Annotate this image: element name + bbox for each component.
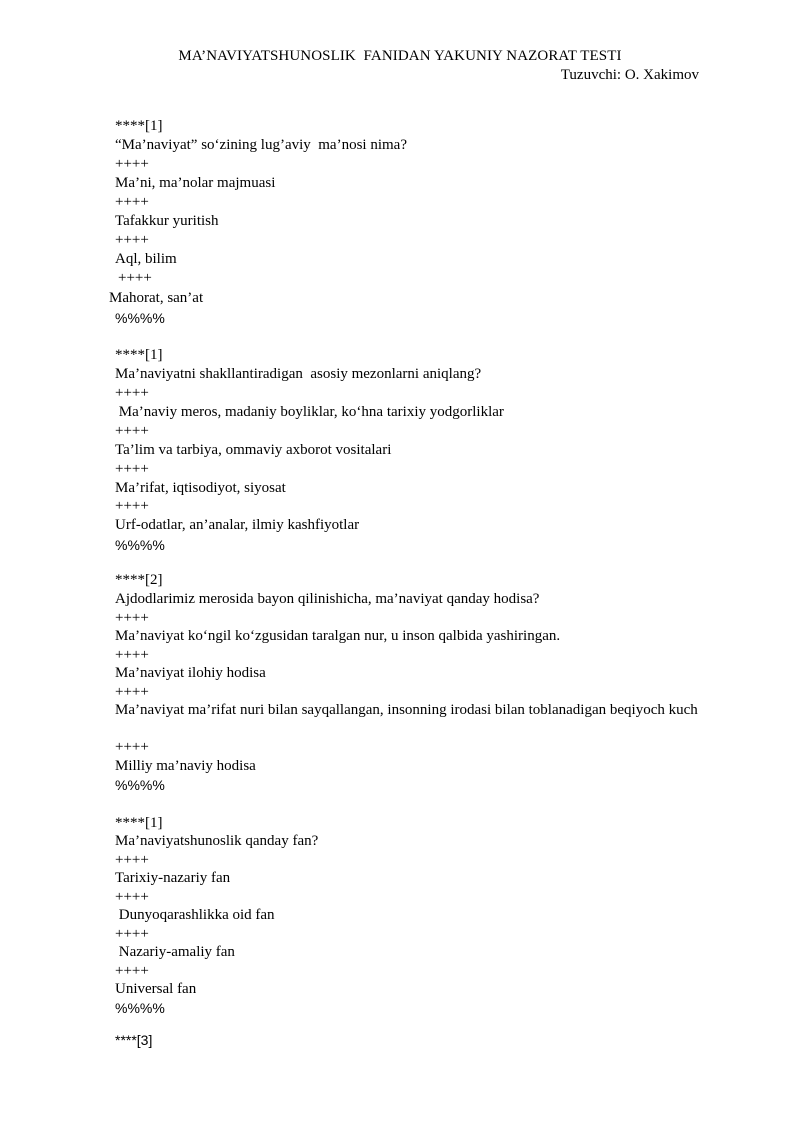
option-separator: ++++: [115, 926, 149, 942]
answer-option: Nazariy-amaliy fan: [115, 944, 235, 960]
question-text: Ma’naviyatshunoslik qanday fan?: [115, 833, 319, 849]
option-separator: ++++: [118, 270, 152, 286]
document-title: MA’NAVIYATSHUNOSLIK FANIDAN YAKUNIY NAZORAT TESTI: [178, 48, 622, 64]
answer-option: Dunyoqarashlikka oid fan: [115, 907, 275, 923]
answer-option: Ma’naviyat ilohiy hodisa: [115, 665, 266, 681]
answer-option: Universal fan: [115, 981, 197, 997]
answer-option: Ma’naviy meros, madaniy boyliklar, ko‘hna tarixiy yodgorliklar: [115, 404, 504, 420]
answer-option: Ma’naviyat ma’rifat nuri bilan sayqallangan, insonning irodasi bilan toblanadigan beqiyoch kuch: [115, 702, 698, 718]
question-end-marker: %%%%: [115, 310, 165, 326]
answer-option: Aql, bilim: [115, 251, 177, 267]
question-text: Ma’naviyatni shakllantiradigan asosiy mezonlarni aniqlang?: [115, 366, 482, 382]
question-marker: ****[1]: [115, 118, 163, 134]
answer-option: Tarixiy-nazariy fan: [115, 870, 231, 886]
question-text: “Ma’naviyat” so‘zining lug’aviy ma’nosi nima?: [115, 137, 407, 153]
option-separator: ++++: [115, 889, 149, 905]
option-separator: ++++: [115, 963, 149, 979]
option-separator: ++++: [115, 647, 149, 663]
question-marker: ****[1]: [115, 815, 163, 831]
question-marker: ****[2]: [115, 572, 163, 588]
question-end-marker: %%%%: [115, 777, 165, 793]
option-separator: ++++: [115, 684, 149, 700]
option-separator: ++++: [115, 852, 149, 868]
answer-option: Milliy ma’naviy hodisa: [115, 758, 256, 774]
option-separator: ++++: [115, 610, 149, 626]
option-separator: ++++: [115, 423, 149, 439]
question-marker: ****[3]: [115, 1032, 153, 1048]
answer-option: Ma’naviyat ko‘ngil ko‘zgusidan taralgan nur, u inson qalbida yashiringan.: [115, 628, 561, 644]
option-separator: ++++: [115, 232, 149, 248]
option-separator: ++++: [115, 461, 149, 477]
question-end-marker: %%%%: [115, 537, 165, 553]
question-marker: ****[1]: [115, 347, 163, 363]
option-separator: ++++: [115, 194, 149, 210]
question-text: Ajdodlarimiz merosida bayon qilinishicha, ma’naviyat qanday hodisa?: [115, 591, 540, 607]
answer-option: Ma’rifat, iqtisodiyot, siyosat: [115, 480, 286, 496]
answer-option: Mahorat, san’at: [109, 290, 204, 306]
answer-option: Ma’ni, ma’nolar majmuasi: [115, 175, 276, 191]
answer-option: Ta’lim va tarbiya, ommaviy axborot vositalari: [115, 442, 392, 458]
option-separator: ++++: [115, 498, 149, 514]
option-separator: ++++: [115, 739, 149, 755]
answer-option: Tafakkur yuritish: [115, 213, 219, 229]
question-end-marker: %%%%: [115, 1000, 165, 1016]
option-separator: ++++: [115, 156, 149, 172]
answer-option: Urf-odatlar, an’analar, ilmiy kashfiyotlar: [115, 517, 360, 533]
option-separator: ++++: [115, 385, 149, 401]
document-author: Tuzuvchi: O. Xakimov: [560, 67, 699, 83]
